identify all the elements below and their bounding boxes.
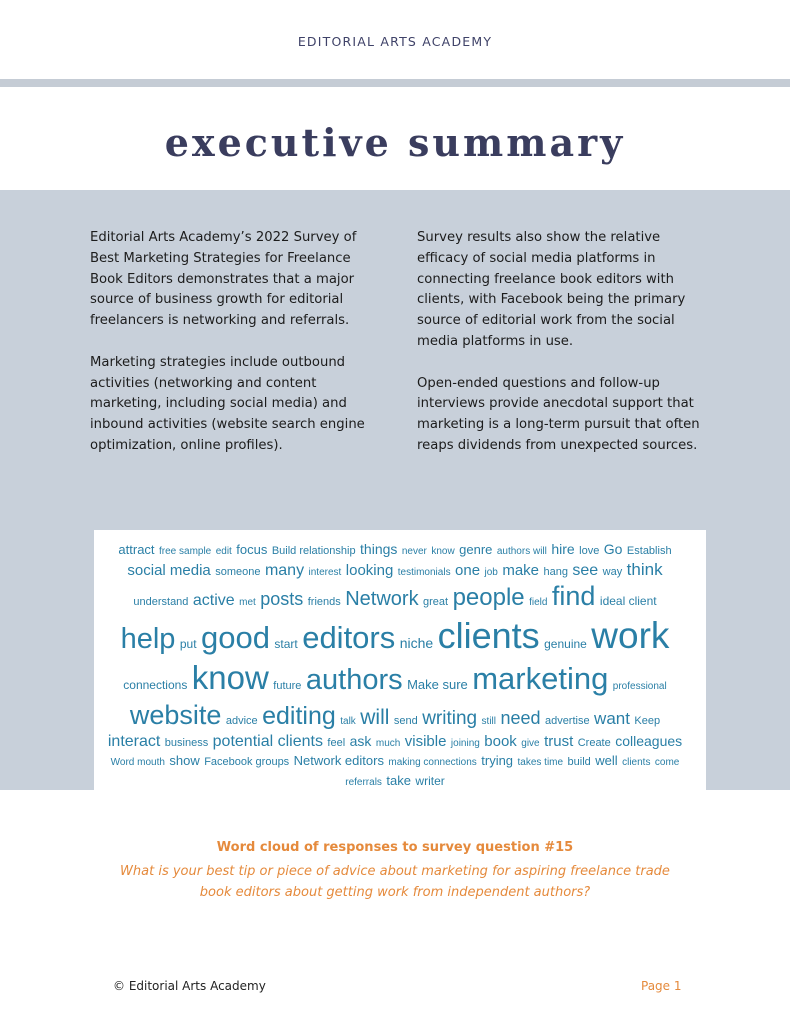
word-cloud-word: editing: [262, 701, 336, 730]
word-cloud-word: authors will: [496, 546, 547, 557]
word-cloud-word: feel: [327, 736, 346, 749]
word-cloud-word: book: [484, 732, 517, 750]
word-cloud-word: know: [431, 546, 455, 557]
word-cloud-word: ask: [349, 732, 372, 749]
word-cloud-word: friends: [307, 596, 341, 609]
word-cloud-word: Keep: [634, 714, 661, 727]
word-cloud-word: good: [200, 620, 270, 656]
word-cloud-word: work: [591, 615, 670, 657]
word-cloud-word: trust: [544, 732, 574, 750]
word-cloud: [104, 540, 686, 790]
word-cloud-word: active: [192, 592, 235, 610]
word-cloud-word: many: [264, 561, 305, 579]
word-cloud-word: know: [191, 659, 269, 697]
word-cloud-word: Network editors: [293, 753, 384, 769]
word-cloud-word: well: [595, 753, 618, 769]
word-cloud-word: hire: [551, 541, 575, 557]
word-cloud-word: someone: [215, 565, 261, 578]
word-cloud-word: great: [423, 596, 449, 609]
page-title: executive summary: [164, 120, 626, 165]
word-cloud-word: colleagues: [615, 732, 683, 749]
word-cloud-word: connections: [123, 678, 188, 693]
word-cloud-word: trying: [481, 753, 514, 769]
word-cloud-word: advice: [225, 714, 258, 727]
word-cloud-word: future: [273, 680, 302, 693]
word-cloud-word: free sample: [159, 546, 212, 557]
word-cloud-word: way: [602, 565, 623, 578]
word-cloud-word: much: [375, 737, 401, 749]
word-cloud-word: never: [401, 546, 427, 557]
header-org-name: EDITORIAL ARTS ACADEMY: [297, 34, 493, 49]
word-cloud-word: will: [360, 705, 390, 729]
word-cloud-word: start: [274, 637, 298, 652]
word-cloud-word: field: [529, 597, 548, 609]
figure-caption-title: Word cloud of responses to survey question #15: [216, 840, 574, 855]
word-cloud-word: genuine: [544, 637, 587, 652]
word-cloud-word: hang: [543, 565, 568, 578]
word-cloud-word: authors: [305, 664, 403, 697]
word-cloud-word: social media: [127, 561, 211, 579]
word-cloud-word: Network: [345, 588, 419, 611]
word-cloud-word: visible: [404, 732, 447, 750]
footer-page-number: Page 1: [641, 979, 682, 993]
word-cloud-word: take: [386, 772, 411, 788]
word-cloud-word: interest: [308, 566, 342, 578]
word-cloud-word: potential clients: [212, 732, 323, 750]
word-cloud-word: attract: [118, 542, 155, 557]
word-cloud-word: still: [481, 715, 496, 727]
left-column: [90, 228, 375, 478]
word-cloud-word: job: [484, 566, 498, 578]
word-cloud-word: genre: [459, 542, 493, 557]
word-cloud-word: looking: [345, 561, 394, 579]
word-cloud-word: Facebook groups: [204, 756, 290, 769]
header-divider: [0, 79, 790, 87]
word-cloud-word: focus: [236, 542, 268, 557]
word-cloud-word: referrals: [345, 776, 382, 788]
word-cloud-word: one: [455, 561, 481, 579]
word-cloud-word: people: [452, 584, 525, 612]
word-cloud-word: takes time: [517, 757, 564, 769]
word-cloud-word: testimonials: [397, 566, 451, 578]
word-cloud-word: make: [502, 561, 540, 579]
word-cloud-word: marketing: [472, 661, 609, 697]
word-cloud-word: Word mouth: [110, 757, 165, 769]
right-paragraph-1: Survey results also show the relative efficacy of social media platforms in connecting freelance book editors with clients, with Facebook being the primary source of editorial work from the social media platforms in use.: [417, 230, 686, 349]
word-cloud-word: understand: [133, 596, 189, 609]
word-cloud-word: send: [393, 714, 418, 727]
word-cloud-word: ideal client: [599, 594, 657, 609]
word-cloud-word: want: [594, 708, 630, 728]
word-cloud-word: help: [120, 623, 176, 656]
footer-copyright: © Editorial Arts Academy: [113, 979, 266, 993]
word-cloud-word: give: [521, 737, 540, 749]
word-cloud-word: Go: [603, 541, 623, 557]
word-cloud-word: see: [572, 561, 599, 579]
word-cloud-word: posts: [260, 589, 304, 610]
word-cloud-word: professional: [612, 681, 667, 693]
word-cloud-word: business: [164, 736, 209, 749]
word-cloud-word: writing: [422, 707, 478, 729]
word-cloud-word: advertise: [544, 714, 590, 727]
right-column: [417, 228, 702, 478]
word-cloud-word: show: [169, 753, 200, 769]
word-cloud-word: come: [654, 757, 680, 769]
word-cloud-word: talk: [340, 715, 356, 727]
word-cloud-word: love: [579, 545, 600, 557]
figure-caption-question: What is your best tip or piece of advice about marketing for aspiring freelance trade book editors about getting work from independent authors?: [120, 864, 670, 900]
word-cloud-word: put: [179, 637, 197, 652]
word-cloud-word: clients: [622, 757, 651, 769]
word-cloud-word: interact: [107, 732, 161, 750]
word-cloud-word: making connections: [388, 757, 477, 769]
word-cloud-word: writer: [415, 773, 445, 788]
word-cloud-word: editors: [302, 620, 396, 656]
word-cloud-word: joining: [450, 737, 480, 749]
word-cloud-word: Create: [577, 736, 611, 749]
word-cloud-word: find: [551, 581, 596, 612]
word-cloud-word: met: [239, 597, 256, 609]
word-cloud-word: clients: [437, 615, 540, 657]
left-paragraph-1: Editorial Arts Academy’s 2022 Survey of Best Marketing Strategies for Freelance Book Editors demonstrates that a major source of business growth for editorial freelancers is networking and referrals.: [90, 230, 357, 329]
word-cloud-word: niche: [399, 635, 434, 652]
word-cloud-word: need: [500, 707, 541, 728]
word-cloud-word: think: [626, 559, 663, 579]
word-cloud-word: website: [129, 699, 222, 730]
word-cloud-word: Make sure: [407, 677, 468, 693]
word-cloud-word: edit: [215, 546, 232, 557]
word-cloud-word: things: [360, 541, 398, 557]
word-cloud-word: build: [567, 756, 591, 769]
left-paragraph-2: Marketing strategies include outbound activities (networking and content marketing, including social media) and inbound activities (website search engine optimization, online profiles).: [90, 354, 365, 453]
word-cloud-word: Establish: [626, 545, 672, 557]
right-paragraph-2: Open-ended questions and follow-up interviews provide anecdotal support that marketing is a long-term pursuit that often reaps dividends from unexpected sources.: [417, 375, 700, 453]
word-cloud-word: Build relationship: [271, 545, 356, 557]
